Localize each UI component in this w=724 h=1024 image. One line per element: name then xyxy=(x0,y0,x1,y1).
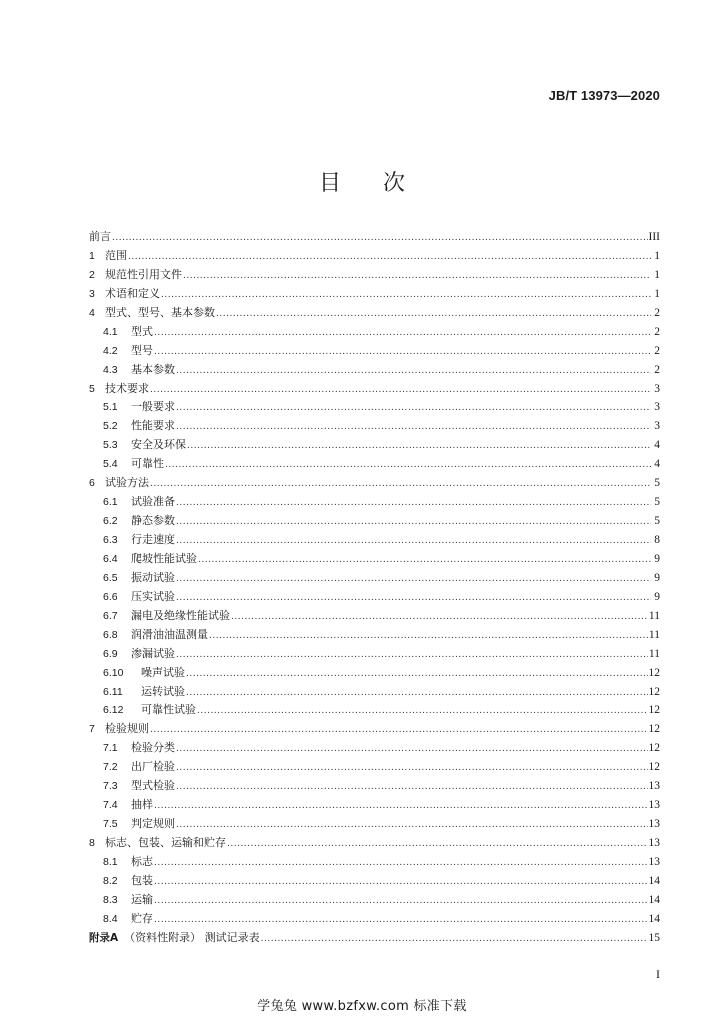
toc-entry[interactable] xyxy=(89,228,660,247)
toc-entry-number: 5.1 xyxy=(103,401,118,414)
toc-entry-title: 范围 xyxy=(105,248,127,262)
footer-watermark: 学兔兔 www.bzfxw.com 标准下载 xyxy=(257,999,467,1014)
toc-entry[interactable] xyxy=(89,891,660,910)
toc-entry-title: 可靠性试验 xyxy=(141,703,196,717)
toc-leader-dots xyxy=(150,381,651,400)
table-of-contents xyxy=(89,228,660,948)
toc-entry[interactable] xyxy=(89,247,660,266)
toc-entry-page: 11 xyxy=(648,609,660,622)
document-code: JB/T 13973—2020 xyxy=(548,88,660,103)
toc-entry[interactable] xyxy=(89,739,660,758)
toc-entry-title: 术语和定义 xyxy=(105,286,160,300)
toc-entry[interactable] xyxy=(89,531,660,550)
toc-entry[interactable] xyxy=(89,398,660,417)
toc-leader-dots xyxy=(261,930,648,949)
toc-entry-title: 爬坡性能试验 xyxy=(131,551,197,565)
toc-entry[interactable] xyxy=(89,701,660,720)
toc-entry-title: 判定规则 xyxy=(131,817,175,831)
toc-entry-number: 6.4 xyxy=(103,552,118,565)
toc-entry-title: 静态参数 xyxy=(131,514,175,528)
toc-leader-dots xyxy=(154,343,651,362)
toc-entry-number: 8.3 xyxy=(103,893,118,906)
toc-entry-number: 2 xyxy=(89,268,95,281)
toc-entry-number: 6.10 xyxy=(103,666,124,679)
toc-entry-page: 2 xyxy=(654,363,660,376)
toc-leader-dots xyxy=(161,286,651,305)
toc-leader-dots xyxy=(176,418,651,437)
toc-entry[interactable] xyxy=(89,550,660,569)
toc-entry[interactable] xyxy=(89,304,660,323)
toc-entry-title: 可靠性 xyxy=(131,457,164,471)
toc-entry-title: 型式 xyxy=(131,324,153,338)
toc-entry-page: 2 xyxy=(654,306,660,319)
toc-entry-title: 型号 xyxy=(131,343,153,357)
toc-entry-page: 13 xyxy=(648,818,660,831)
toc-entry[interactable] xyxy=(89,645,660,664)
toc-leader-dots xyxy=(176,570,651,589)
toc-entry-number: 6.2 xyxy=(103,515,118,528)
toc-entry[interactable] xyxy=(89,626,660,645)
toc-entry[interactable] xyxy=(89,834,660,853)
toc-entry[interactable] xyxy=(89,664,660,683)
toc-entry-number: 4.2 xyxy=(103,344,118,357)
toc-leader-dots xyxy=(176,759,648,778)
toc-entry-number: 8.2 xyxy=(103,874,118,887)
toc-entry-page: 5 xyxy=(654,477,660,490)
toc-entry-title: 基本参数 xyxy=(131,362,175,376)
toc-entry-number: 6.1 xyxy=(103,496,118,509)
toc-leader-dots xyxy=(198,551,651,570)
toc-entry[interactable] xyxy=(89,929,660,948)
toc-entry-number: 1 xyxy=(89,249,95,262)
toc-leader-dots xyxy=(227,835,648,854)
toc-entry[interactable] xyxy=(89,777,660,796)
toc-entry-number: 6.8 xyxy=(103,628,118,641)
toc-leader-dots xyxy=(231,608,648,627)
toc-entry-number: 6.7 xyxy=(103,609,118,622)
toc-entry-number: 7 xyxy=(89,723,95,736)
toc-entry-page: 3 xyxy=(654,401,660,414)
toc-entry-page: 5 xyxy=(654,515,660,528)
toc-entry-page: 4 xyxy=(654,439,660,452)
toc-entry-page: 2 xyxy=(654,325,660,338)
toc-leader-dots xyxy=(154,873,648,892)
toc-entry-number: 5.3 xyxy=(103,439,118,452)
toc-entry-number: 6.6 xyxy=(103,590,118,603)
toc-entry-page: 15 xyxy=(648,931,660,944)
toc-entry-number: 8.4 xyxy=(103,912,118,925)
toc-entry-title: 行走速度 xyxy=(131,533,175,546)
toc-entry-title: 试验方法 xyxy=(105,476,149,490)
toc-entry-number: 6.3 xyxy=(103,534,118,546)
toc-entry-title: 贮存 xyxy=(131,911,153,925)
toc-entry-page: 5 xyxy=(654,496,660,509)
page-number: I xyxy=(656,967,660,981)
toc-entry[interactable] xyxy=(89,493,660,512)
toc-entry-page: 13 xyxy=(648,799,660,812)
toc-entry[interactable] xyxy=(89,796,660,815)
toc-entry-number: 7.2 xyxy=(103,761,118,774)
toc-entry-page: III xyxy=(648,231,660,243)
toc-leader-dots xyxy=(154,324,651,343)
toc-leader-dots xyxy=(165,456,651,475)
toc-leader-dots xyxy=(176,778,648,797)
toc-entry-page: 9 xyxy=(654,590,660,603)
toc-entry-page: 9 xyxy=(654,571,660,584)
toc-entry-page: 1 xyxy=(654,268,660,281)
toc-leader-dots xyxy=(176,589,651,608)
toc-leader-dots xyxy=(150,721,648,740)
toc-entry-number: 5.2 xyxy=(103,420,118,433)
toc-leader-dots xyxy=(154,854,648,873)
toc-entry-number: 6 xyxy=(89,477,95,490)
toc-entry[interactable] xyxy=(89,815,660,834)
toc-leader-dots xyxy=(154,892,648,911)
toc-entry-title: （资料性附录） 测试记录表 xyxy=(124,930,260,944)
toc-entry[interactable] xyxy=(89,436,660,455)
toc-entry[interactable] xyxy=(89,872,660,891)
toc-entry-title: 漏电及绝缘性能试验 xyxy=(131,608,230,622)
toc-leader-dots xyxy=(187,437,651,456)
toc-entry-page: 13 xyxy=(648,780,660,793)
toc-entry-page: 14 xyxy=(648,912,660,925)
page-title-part2: 次 xyxy=(383,171,406,196)
toc-entry-page: 12 xyxy=(648,761,660,774)
toc-leader-dots xyxy=(176,399,651,418)
toc-entry[interactable] xyxy=(89,910,660,929)
toc-entry-title: 标志、包装、运输和贮存 xyxy=(105,836,226,849)
toc-entry[interactable] xyxy=(89,512,660,531)
toc-leader-dots xyxy=(154,911,648,930)
toc-entry-title: 出厂检验 xyxy=(131,760,175,774)
toc-entry-title: 试验准备 xyxy=(131,495,175,509)
toc-entry[interactable] xyxy=(89,588,660,607)
toc-entry-title: 运输 xyxy=(131,892,153,906)
toc-entry[interactable] xyxy=(89,417,660,436)
toc-entry-title: 抽样 xyxy=(131,798,153,812)
toc-leader-dots xyxy=(176,646,648,665)
toc-entry-page: 12 xyxy=(648,704,660,717)
toc-entry-number: 7.3 xyxy=(103,780,118,793)
toc-entry[interactable] xyxy=(89,266,660,285)
toc-entry-number: 6.12 xyxy=(103,704,124,717)
toc-entry-page: 12 xyxy=(648,742,660,755)
toc-leader-dots xyxy=(209,627,648,646)
toc-entry-page: 2 xyxy=(654,344,660,357)
toc-entry-number: 附录A xyxy=(89,931,119,944)
toc-entry[interactable] xyxy=(89,455,660,474)
toc-entry[interactable] xyxy=(89,474,660,493)
toc-entry-page: 12 xyxy=(648,666,660,679)
toc-entry-title: 技术要求 xyxy=(105,381,149,395)
toc-entry-page: 13 xyxy=(648,837,660,849)
toc-leader-dots xyxy=(154,797,648,816)
toc-entry[interactable] xyxy=(89,323,660,342)
toc-entry-page: 3 xyxy=(654,382,660,395)
toc-entry-title: 渗漏试验 xyxy=(131,646,175,660)
toc-entry-number: 4 xyxy=(89,306,95,319)
toc-entry[interactable] xyxy=(89,853,660,872)
toc-entry[interactable] xyxy=(89,569,660,588)
toc-entry-number: 6.5 xyxy=(103,571,118,584)
toc-entry-page: 1 xyxy=(654,287,660,300)
toc-entry-number: 5 xyxy=(89,382,95,395)
toc-entry-page: 12 xyxy=(648,723,660,736)
toc-entry-number: 6.11 xyxy=(103,685,123,698)
toc-entry-title: 前言 xyxy=(89,230,111,243)
toc-entry-number: 7.5 xyxy=(103,818,118,831)
toc-entry-title: 性能要求 xyxy=(131,419,175,433)
page-title xyxy=(0,166,724,197)
toc-leader-dots xyxy=(112,229,648,248)
toc-entry-number: 3 xyxy=(89,287,95,300)
toc-entry[interactable] xyxy=(89,607,660,626)
toc-entry-page: 13 xyxy=(648,855,660,868)
toc-entry-number: 8.1 xyxy=(103,855,118,868)
toc-entry-page: 4 xyxy=(654,458,660,471)
toc-entry-page: 1 xyxy=(654,249,660,262)
toc-entry[interactable] xyxy=(89,361,660,380)
toc-entry-title: 压实试验 xyxy=(131,589,175,603)
toc-entry[interactable] xyxy=(89,720,660,739)
toc-leader-dots xyxy=(150,475,651,494)
toc-entry-page: 8 xyxy=(654,534,660,546)
toc-leader-dots xyxy=(216,305,651,324)
toc-entry[interactable] xyxy=(89,683,660,702)
toc-entry-page: 11 xyxy=(648,628,660,641)
toc-leader-dots xyxy=(197,702,648,721)
toc-entry-page: 14 xyxy=(648,893,660,906)
toc-leader-dots xyxy=(183,267,651,286)
toc-entry-number: 4.3 xyxy=(103,363,118,376)
toc-entry[interactable] xyxy=(89,285,660,304)
toc-leader-dots xyxy=(186,665,648,684)
toc-entry-number: 5.4 xyxy=(103,458,118,471)
toc-leader-dots xyxy=(176,740,648,759)
toc-entry-page: 9 xyxy=(654,552,660,565)
toc-entry[interactable] xyxy=(89,758,660,777)
toc-entry-title: 运转试验 xyxy=(141,684,185,698)
toc-entry[interactable] xyxy=(89,342,660,361)
toc-entry-page: 11 xyxy=(648,647,660,660)
toc-entry-title: 噪声试验 xyxy=(141,665,185,679)
toc-entry-title: 振动试验 xyxy=(131,570,175,584)
toc-leader-dots xyxy=(176,532,651,551)
toc-entry[interactable] xyxy=(89,380,660,399)
toc-entry-number: 7.4 xyxy=(103,799,118,812)
toc-entry-page: 3 xyxy=(654,420,660,433)
toc-entry-number: 8 xyxy=(89,837,95,849)
toc-leader-dots xyxy=(176,494,651,513)
toc-entry-title: 型式、型号、基本参数 xyxy=(105,305,215,319)
toc-leader-dots xyxy=(186,684,648,703)
toc-entry-title: 一般要求 xyxy=(131,400,175,414)
toc-entry-title: 润滑油油温测量 xyxy=(131,627,208,641)
toc-leader-dots xyxy=(128,248,651,267)
toc-leader-dots xyxy=(176,362,651,381)
toc-entry-title: 型式检验 xyxy=(131,779,175,793)
toc-entry-title: 检验规则 xyxy=(105,722,149,736)
toc-entry-title: 标志 xyxy=(131,854,153,868)
toc-entry-number: 4.1 xyxy=(103,325,118,338)
toc-entry-title: 检验分类 xyxy=(131,741,175,755)
toc-entry-page: 14 xyxy=(648,874,660,887)
toc-entry-title: 包装 xyxy=(131,873,153,887)
toc-entry-page: 12 xyxy=(648,685,660,698)
toc-entry-number: 7.1 xyxy=(103,742,118,755)
toc-entry-title: 安全及环保 xyxy=(131,438,186,452)
toc-leader-dots xyxy=(176,816,648,835)
toc-entry-number: 6.9 xyxy=(103,647,118,660)
page-title-part1: 目 xyxy=(318,171,341,196)
toc-entry-title: 规范性引用文件 xyxy=(105,267,182,281)
toc-leader-dots xyxy=(176,513,651,532)
